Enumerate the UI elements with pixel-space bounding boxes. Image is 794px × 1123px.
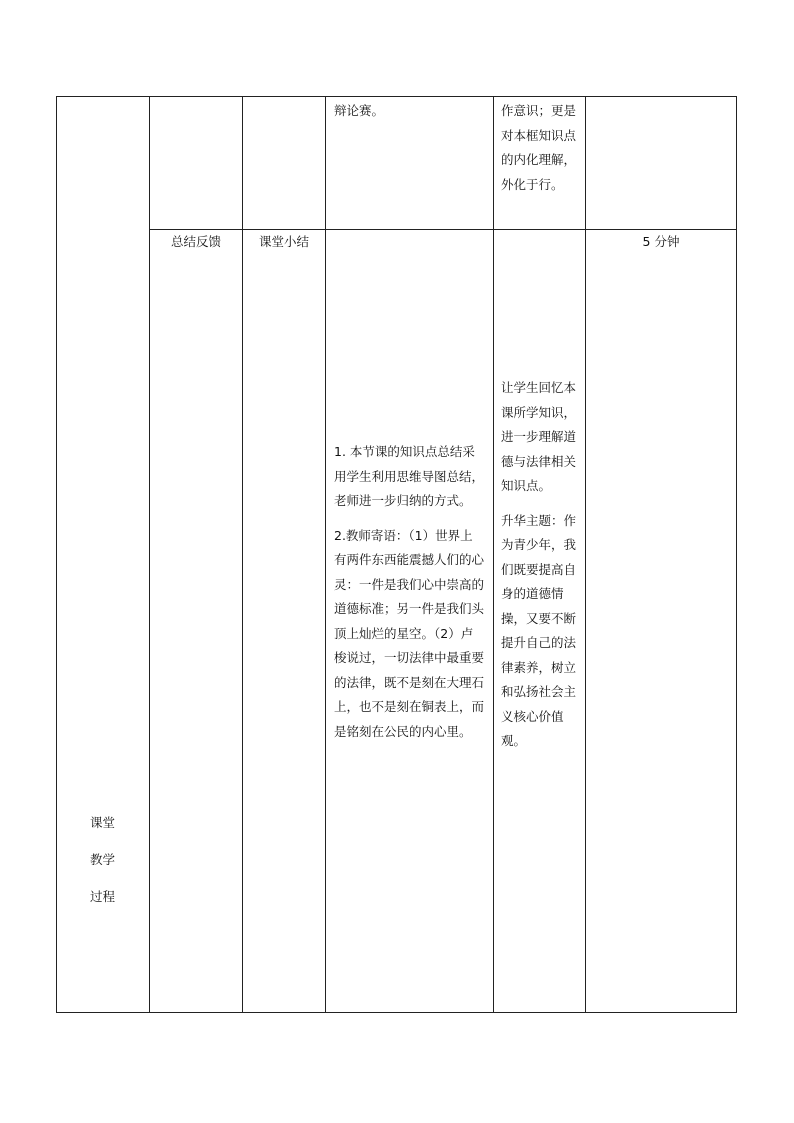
time-cell bbox=[586, 97, 737, 230]
teacher-message-paragraph: 2.教师寄语：（1）世界上有两件东西能震撼人们的心灵：一件是我们心中崇高的道德标准；另一件是我们头顶上灿烂的星空。（2）卢梭说过，一切法律中最重要的法律，既不是刻在大理石上，也不是刻在铜表上，而是铭刻在公民的内心里。 bbox=[334, 527, 485, 739]
table-row bbox=[57, 230, 737, 1013]
teacher-activity-cell bbox=[326, 97, 494, 230]
activity-cell bbox=[243, 230, 326, 1013]
summary-paragraph: 1. 本节课的知识点总结采用学生利用思维导图总结，老师进一步归纳的方式。 bbox=[334, 444, 485, 508]
teacher-activity-cell bbox=[326, 230, 494, 1013]
time-label: 5 分钟 bbox=[642, 234, 680, 249]
stage-label bbox=[56, 804, 149, 915]
design-intent-cell bbox=[494, 230, 586, 1013]
stage-label-line: 过程 bbox=[89, 889, 115, 904]
section-cell bbox=[150, 230, 243, 1013]
activity-cell bbox=[243, 97, 326, 230]
activity-label: 课堂小结 bbox=[258, 234, 309, 249]
lesson-plan-table bbox=[56, 96, 737, 1013]
teacher-activity-text: 辩论赛。 bbox=[334, 103, 385, 118]
time-cell bbox=[586, 230, 737, 1013]
section-cell bbox=[150, 97, 243, 230]
intent-review-paragraph: 让学生回忆本课所学知识，进一步理解道德与法律相关知识点。 bbox=[501, 380, 577, 493]
section-label: 总结反馈 bbox=[170, 234, 221, 249]
stage-label-line: 课堂 bbox=[89, 815, 115, 830]
design-intent-text: 作意识；更是对本框知识点的内化理解，外化于行。 bbox=[501, 103, 577, 192]
intent-theme-paragraph: 升华主题：作为青少年，我们既要提高自身的道德情操，又要不断提升自己的法律素养，树立和弘扬社会主义核心价值观。 bbox=[501, 512, 577, 748]
table-row bbox=[57, 97, 737, 230]
stage-label-line: 教学 bbox=[89, 852, 115, 867]
design-intent-cell bbox=[494, 97, 586, 230]
